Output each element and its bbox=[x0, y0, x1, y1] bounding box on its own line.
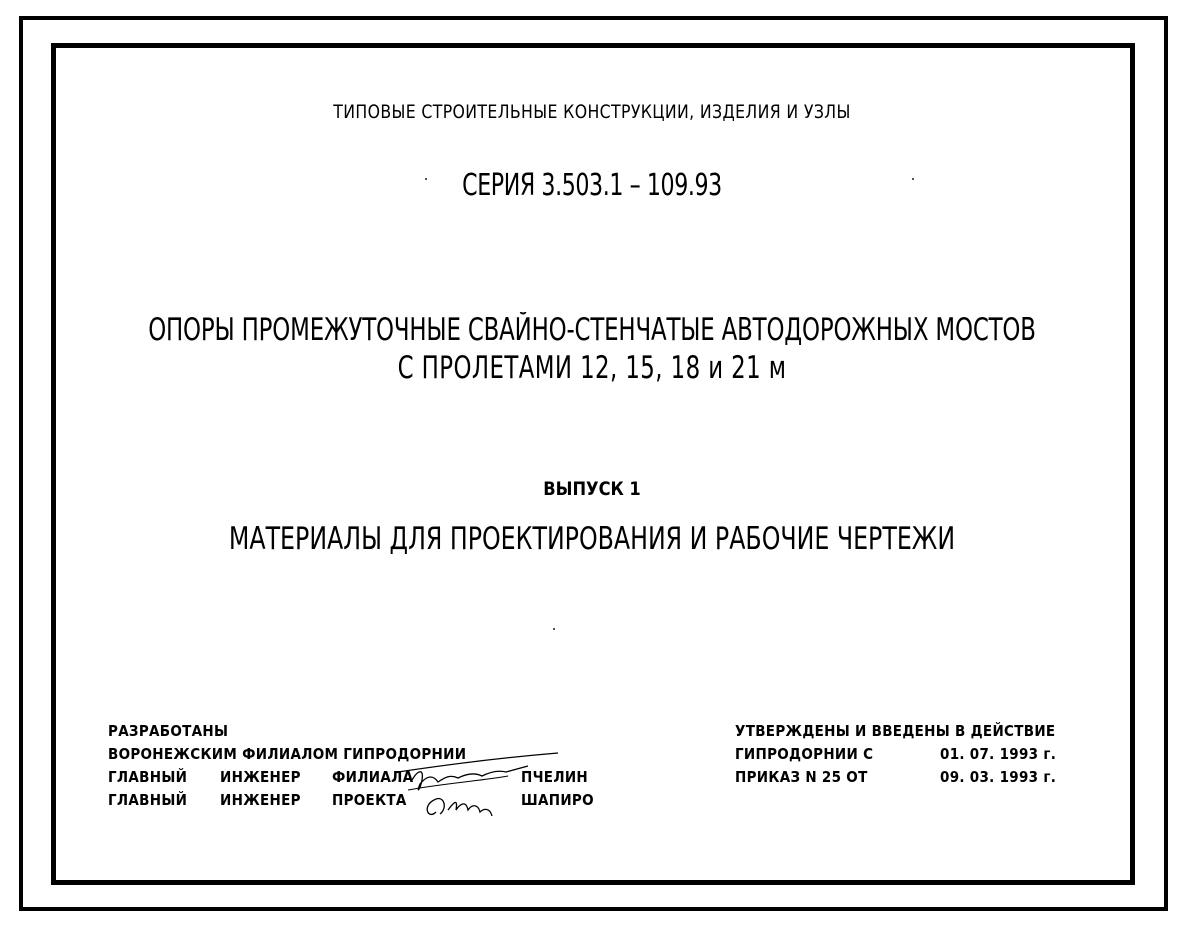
signer-unit: ФИЛИАЛА bbox=[332, 768, 414, 786]
handwritten-signatures bbox=[398, 750, 558, 825]
approved-heading: УТВЕРЖДЕНЫ И ВВЕДЕНЫ В ДЕЙСТВИЕ bbox=[735, 722, 1056, 740]
series-heading: ТИПОВЫЕ СТРОИТЕЛЬНЫЕ КОНСТРУКЦИИ, ИЗДЕЛИЯ И УЗЛЫ bbox=[333, 101, 851, 123]
signer-name: ПЧЕЛИН bbox=[521, 768, 589, 786]
issue-label: ВЫПУСК 1 bbox=[543, 478, 641, 500]
signer-role: ИНЖЕНЕР bbox=[220, 791, 301, 809]
signer-title: ГЛАВНЫЙ bbox=[108, 768, 188, 786]
approved-order-date: 09. 03. 1993 г. bbox=[940, 768, 1057, 786]
approved-effective-date: 01. 07. 1993 г. bbox=[940, 745, 1057, 763]
stray-dot bbox=[553, 628, 555, 630]
developed-heading: РАЗРАБОТАНЫ bbox=[108, 722, 229, 740]
approved-org: ГИПРОДОРНИИ С bbox=[735, 745, 874, 763]
document-title-line2: С ПРОЛЕТАМИ 12, 15, 18 и 21 м bbox=[397, 350, 787, 386]
signer-title: ГЛАВНЫЙ bbox=[108, 791, 188, 809]
series-code: СЕРИЯ 3.503.1 – 109.93 bbox=[462, 168, 722, 203]
signer-name: ШАПИРО bbox=[521, 791, 594, 809]
approved-order: ПРИКАЗ N 25 ОТ bbox=[735, 768, 868, 786]
signer-unit: ПРОЕКТА bbox=[332, 791, 407, 809]
document-title-line1: ОПОРЫ ПРОМЕЖУТОЧНЫЕ СВАЙНО-СТЕНЧАТЫЕ АВТОДОРОЖНЫХ МОСТОВ bbox=[148, 312, 1036, 348]
issue-subtitle: МАТЕРИАЛЫ ДЛЯ ПРОЕКТИРОВАНИЯ И РАБОЧИЕ ЧЕРТЕЖИ bbox=[228, 521, 956, 557]
developed-org: ВОРОНЕЖСКИМ ФИЛИАЛОМ ГИПРОДОРНИИ bbox=[108, 745, 467, 763]
signer-role: ИНЖЕНЕР bbox=[220, 768, 301, 786]
